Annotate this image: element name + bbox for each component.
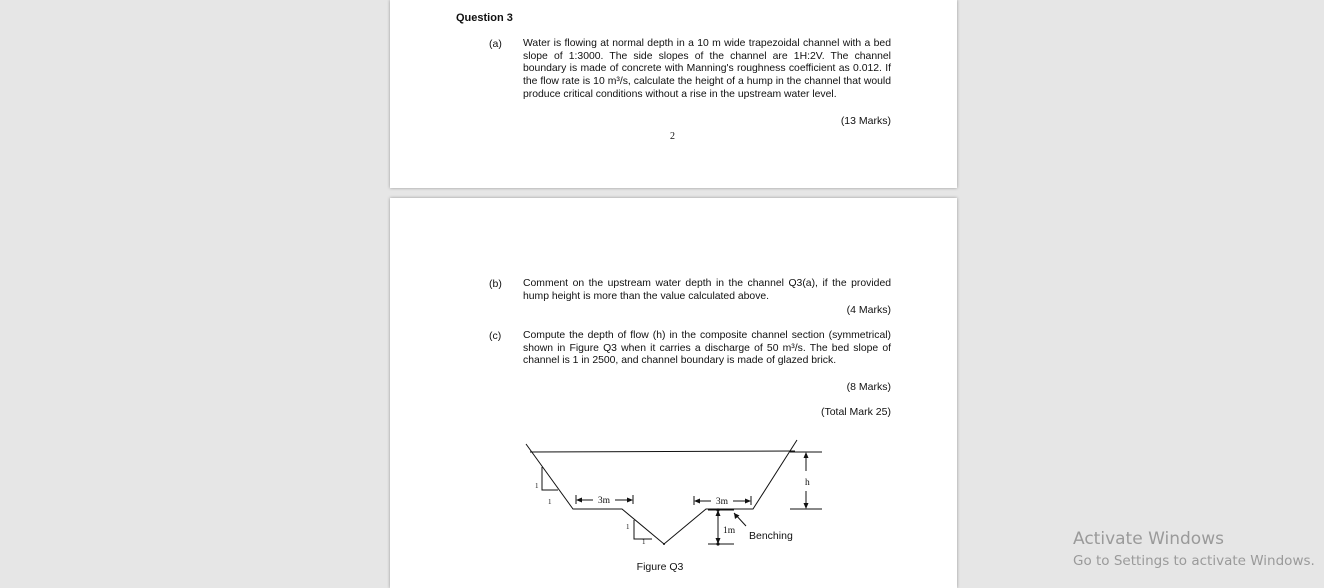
part-c-text: Compute the depth of flow (h) in the composite channel section (symmetrical) shown in Figure Q3 when it carries a discharge of 50 m³/s. The bed slope of channel is 1 in 2500, and channel boundary is made of glazed brick. [523,330,891,367]
arrowhead [804,452,809,458]
document-page-1 [390,0,957,188]
slope-label-horizontal-left: 1 [548,498,552,506]
dimension-dot [663,543,665,545]
arrowhead [627,498,633,503]
part-b-text: Comment on the upstream water depth in the channel Q3(a), if the provided hump height is more than the value calculated above. [523,278,891,302]
arrowhead [745,499,751,504]
slope-label-horizontal-inner: 1 [642,538,646,546]
figure-q3-diagram [390,198,957,588]
slope-label-vertical-inner: 1 [626,523,630,531]
benching-label: Benching [749,530,793,542]
part-a-label: (a) [489,38,502,50]
document-page-2 [390,198,957,588]
part-c-label: (c) [489,330,502,342]
arrowhead [576,498,582,503]
arrowhead [804,503,809,509]
dim-3m-left-label: 3m [597,496,611,506]
activate-windows-subtitle: Go to Settings to activate Windows. [1073,553,1315,569]
slope-label-vertical-left: 1 [535,482,539,490]
dim-h-label: h [805,478,810,488]
figure-caption: Figure Q3 [636,561,684,573]
part-a-text: Water is flowing at normal depth in a 10 m wide trapezoidal channel with a bed slope of 1:3000. The side slopes of the channel are 1H:2V. The channel boundary is made of concrete with Manning's roughness coefficient as 0.012. If the flow rate is 10 m³/s, calculate the height of a hump in the channel that would produce critical conditions without a rise in the upstream water level. [523,38,891,100]
water-surface-line [530,451,795,452]
arrowhead [694,499,700,504]
part-b-label: (b) [489,278,502,290]
dim-1m-label: 1m [723,526,736,536]
page-number: 2 [670,131,675,142]
dimension-dot [716,508,719,511]
part-a-marks: (13 Marks) [840,115,891,127]
question-title: Question 3 [456,12,513,24]
activate-windows-title: Activate Windows [1073,529,1224,549]
slope-triangle-inner [634,520,652,539]
total-marks: (Total Mark 25) [820,406,891,418]
part-c-marks: (8 Marks) [846,381,891,393]
dimension-dot [716,542,719,545]
slope-triangle-left [542,467,558,490]
dim-3m-right-label: 3m [715,497,729,507]
channel-boundary [526,440,797,544]
part-b-marks: (4 Marks) [846,304,891,316]
